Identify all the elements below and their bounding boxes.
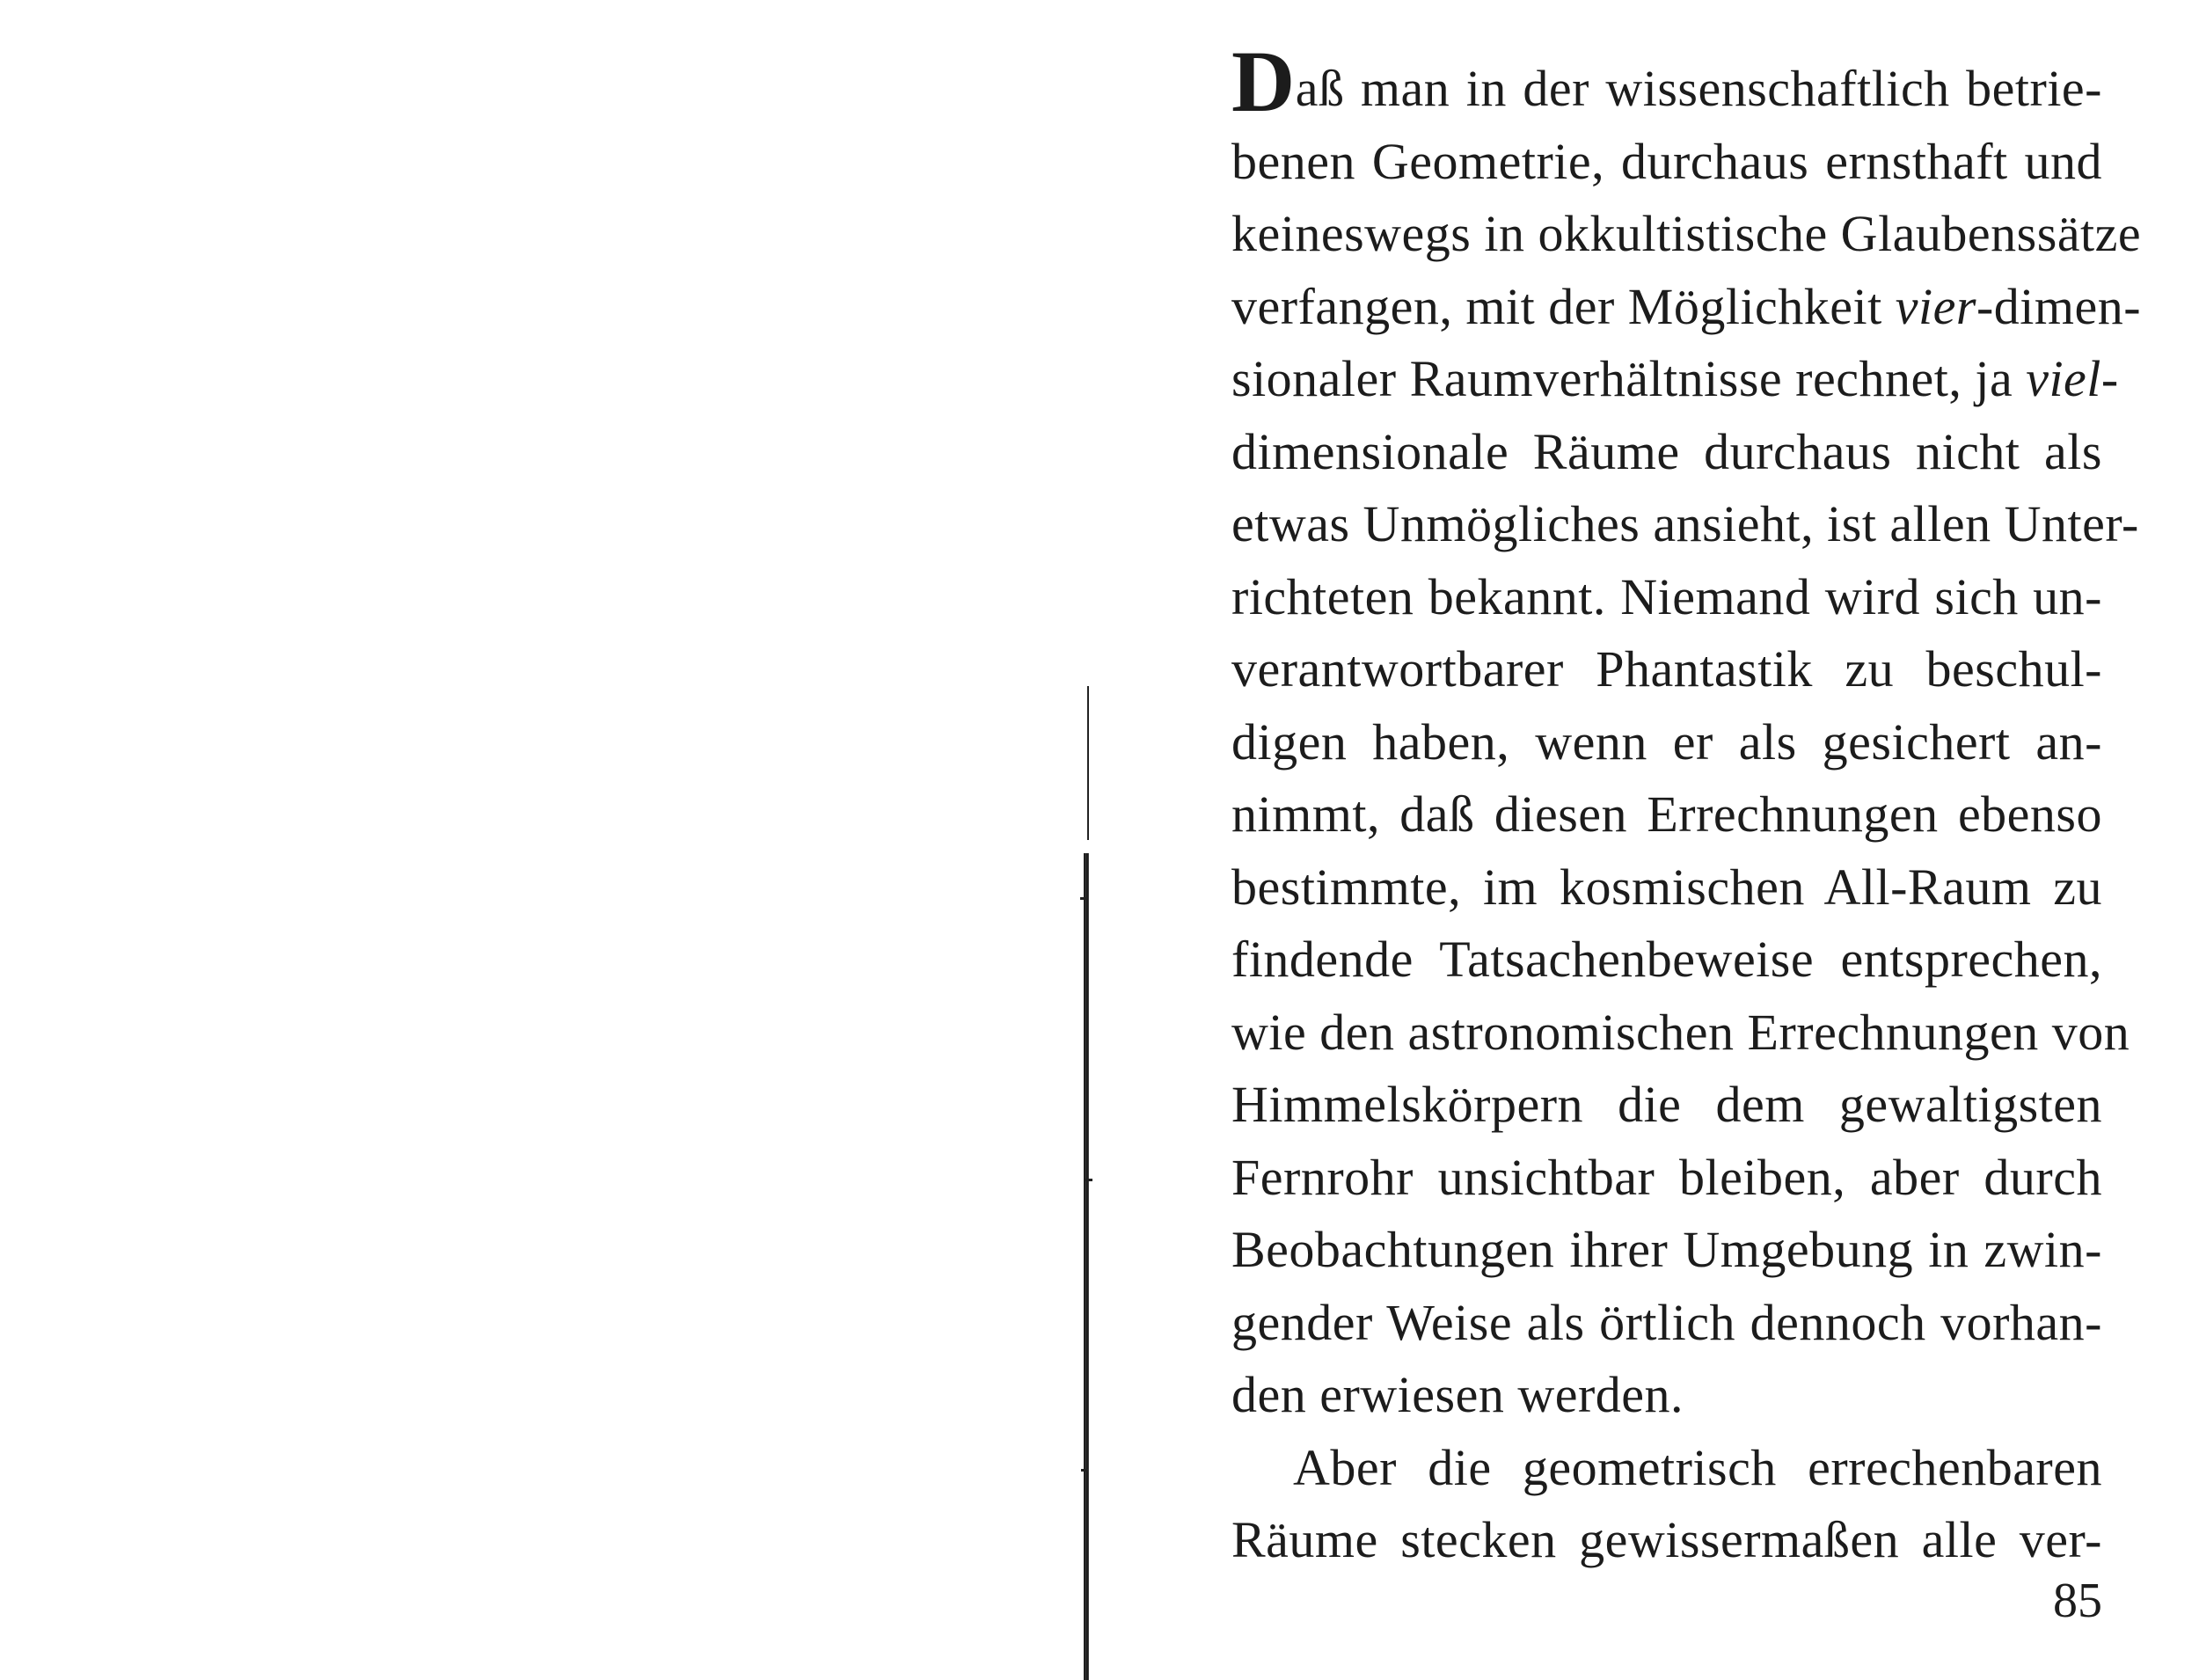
text-line-content: verantwortbarer Phantastik zu beschul-: [1231, 640, 2102, 698]
text-line-content: findende Tatsachenbeweise entsprechen,: [1231, 931, 2102, 988]
text-line: [1231, 851, 2102, 924]
drop-cap: D: [1231, 33, 1296, 130]
text-line: [1231, 198, 2142, 271]
text-line: [1231, 126, 2102, 199]
text-line-content: dimensionale Räume durchaus nicht als: [1231, 422, 2102, 480]
gutter-mark: [1085, 1179, 1092, 1181]
text-line-content: -: [2100, 350, 2119, 407]
text-line-content: nimmt, daß diesen Errechnungen ebenso: [1231, 785, 2102, 843]
text-line: [1231, 561, 2102, 634]
text-line-content: sionaler Raumverhältnisse rechnet, ja: [1231, 350, 2027, 407]
text-line-content: Aber die geometrisch errechenbaren: [1293, 1438, 2102, 1496]
text-line-content: -dimen-: [1976, 277, 2142, 335]
text-line: [1231, 1432, 2102, 1505]
text-line: [1231, 271, 2142, 344]
text-line: [1231, 924, 2102, 997]
text-line-content: den erwiesen werden.: [1231, 1366, 1684, 1423]
text-line: [1231, 706, 2102, 779]
paragraph-1: [1231, 33, 2142, 1432]
text-line-content: wie den astronomischen Errechnungen von: [1231, 1003, 2130, 1061]
text-line: [1231, 1287, 2102, 1360]
text-line-content: bestimmte, im kosmischen All-Raum zu: [1231, 858, 2102, 916]
right-page: [1231, 33, 2142, 1577]
gutter-thin-line: [1087, 686, 1089, 840]
emphasized-word: vier: [1895, 277, 1976, 335]
text-line-content: Beobachtungen ihrer Umgebung in zwin-: [1231, 1221, 2102, 1278]
text-line-content: keineswegs in okkultistische Glaubenssätze: [1231, 205, 2142, 262]
text-line-content: Himmelskörpern die dem gewaltigsten: [1231, 1076, 2102, 1133]
text-line-content: verfangen, mit der Möglichkeit: [1231, 277, 1896, 335]
text-line: [1231, 1504, 2102, 1577]
gutter-mark: [1080, 897, 1087, 900]
text-line: [1231, 343, 2119, 416]
gutter-mark: [1081, 1469, 1088, 1472]
text-line: [1231, 1142, 2102, 1215]
page-number: 85: [2053, 1574, 2102, 1628]
text-line: [1231, 1214, 2102, 1287]
text-line: [1231, 1359, 2102, 1432]
text-line-content: Fernrohr unsichtbar bleiben, aber durch: [1231, 1148, 2102, 1206]
text-line-content: digen haben, wenn er als gesichert an-: [1231, 712, 2102, 771]
text-line-content: Räume stecken gewissermaßen alle ver-: [1231, 1511, 2102, 1568]
text-line: [1231, 416, 2102, 489]
text-line-content: aß man in der wissenschaftlich betrie-: [1295, 60, 2102, 117]
text-line: [1231, 778, 2102, 851]
left-page-blank: [0, 0, 1091, 1680]
text-line: [1231, 1069, 2102, 1142]
gutter-thick-line: [1084, 853, 1089, 1680]
emphasized-word: viel: [2026, 350, 2101, 407]
text-line-content: richteten bekannt. Niemand wird sich un-: [1231, 567, 2102, 625]
text-line: [1231, 997, 2130, 1070]
text-line-content: benen Geometrie, durchaus ernsthaft und: [1231, 132, 2102, 190]
text-line-content: etwas Unmögliches ansieht, ist allen Unter-: [1231, 495, 2139, 552]
book-gutter: [1082, 686, 1094, 1680]
text-line-content: gender Weise als örtlich dennoch vorhan-: [1231, 1293, 2102, 1351]
paragraph-2: [1231, 1432, 2102, 1577]
body-text: [1231, 33, 2142, 1577]
text-line: [1231, 488, 2139, 561]
text-line: [1231, 633, 2102, 706]
text-line: [1231, 33, 2102, 130]
